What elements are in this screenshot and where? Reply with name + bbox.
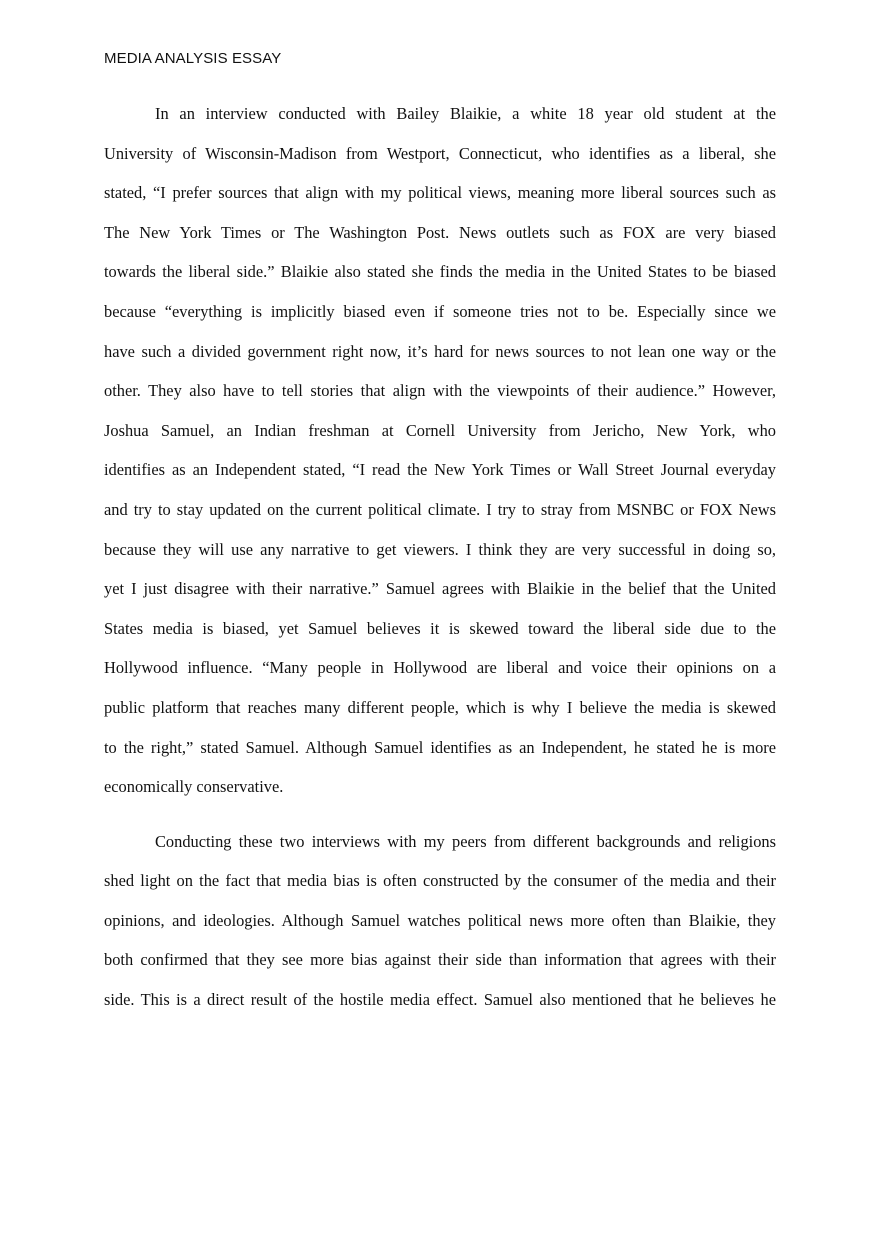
running-head: MEDIA ANALYSIS ESSAY	[104, 50, 282, 67]
text-line: In an interview conducted with Bailey Blaikie, a white 18 year old student at the	[155, 104, 776, 123]
text-line: both confirmed that they see more bias against their side than information that agrees with their	[104, 950, 776, 970]
essay-body	[104, 102, 776, 1028]
text-line: University of Wisconsin-Madison from Westport, Connecticut, who identifies as a liberal, she	[104, 143, 776, 163]
text-line: other. They also have to tell stories that align with the viewpoints of their audience.” However,	[104, 381, 776, 401]
paragraph-1	[104, 102, 776, 815]
paragraph-spacer	[104, 815, 776, 830]
text-line: States media is biased, yet Samuel believes it is skewed toward the liberal side due to the	[104, 618, 776, 638]
text-line: Joshua Samuel, an Indian freshman at Cornell University from Jericho, New York, who	[104, 420, 776, 440]
text-line: towards the liberal side.” Blaikie also stated she finds the media in the United States to be biased	[104, 262, 776, 282]
text-line: shed light on the fact that media bias is often constructed by the consumer of the media and their	[104, 871, 776, 891]
text-line: have such a divided government right now, it’s hard for news sources to not lean one way or the	[104, 341, 776, 361]
text-line: side. This is a direct result of the hostile media effect. Samuel also mentioned that he believes he	[104, 990, 776, 1010]
paragraph-2	[104, 830, 776, 1028]
text-line: because they will use any narrative to get viewers. I think they are very successful in doing so,	[104, 539, 776, 559]
text-line: The New York Times or The Washington Post. News outlets such as FOX are very biased	[104, 222, 776, 242]
text-line: public platform that reaches many different people, which is why I believe the media is skewed	[104, 697, 776, 717]
text-line: stated, “I prefer sources that align with my political views, meaning more liberal sources such as	[104, 183, 776, 203]
text-line: to the right,” stated Samuel. Although Samuel identifies as an Independent, he stated he is more	[104, 737, 776, 757]
text-line: identifies as an Independent stated, “I read the New York Times or Wall Street Journal everyday	[104, 460, 776, 480]
text-line: Conducting these two interviews with my peers from different backgrounds and religions	[155, 831, 776, 851]
text-line: because “everything is implicitly biased even if someone tries not to be. Especially since we	[104, 301, 776, 321]
text-line: yet I just disagree with their narrative.” Samuel agrees with Blaikie in the belief that the United	[104, 579, 776, 599]
text-line: and try to stay updated on the current political climate. I try to stray from MSNBC or FOX News	[104, 499, 776, 519]
text-line: opinions, and ideologies. Although Samuel watches political news more often than Blaikie, they	[104, 910, 776, 930]
text-line: economically conservative.	[104, 777, 284, 797]
text-line: Hollywood influence. “Many people in Hollywood are liberal and voice their opinions on a	[104, 658, 776, 678]
